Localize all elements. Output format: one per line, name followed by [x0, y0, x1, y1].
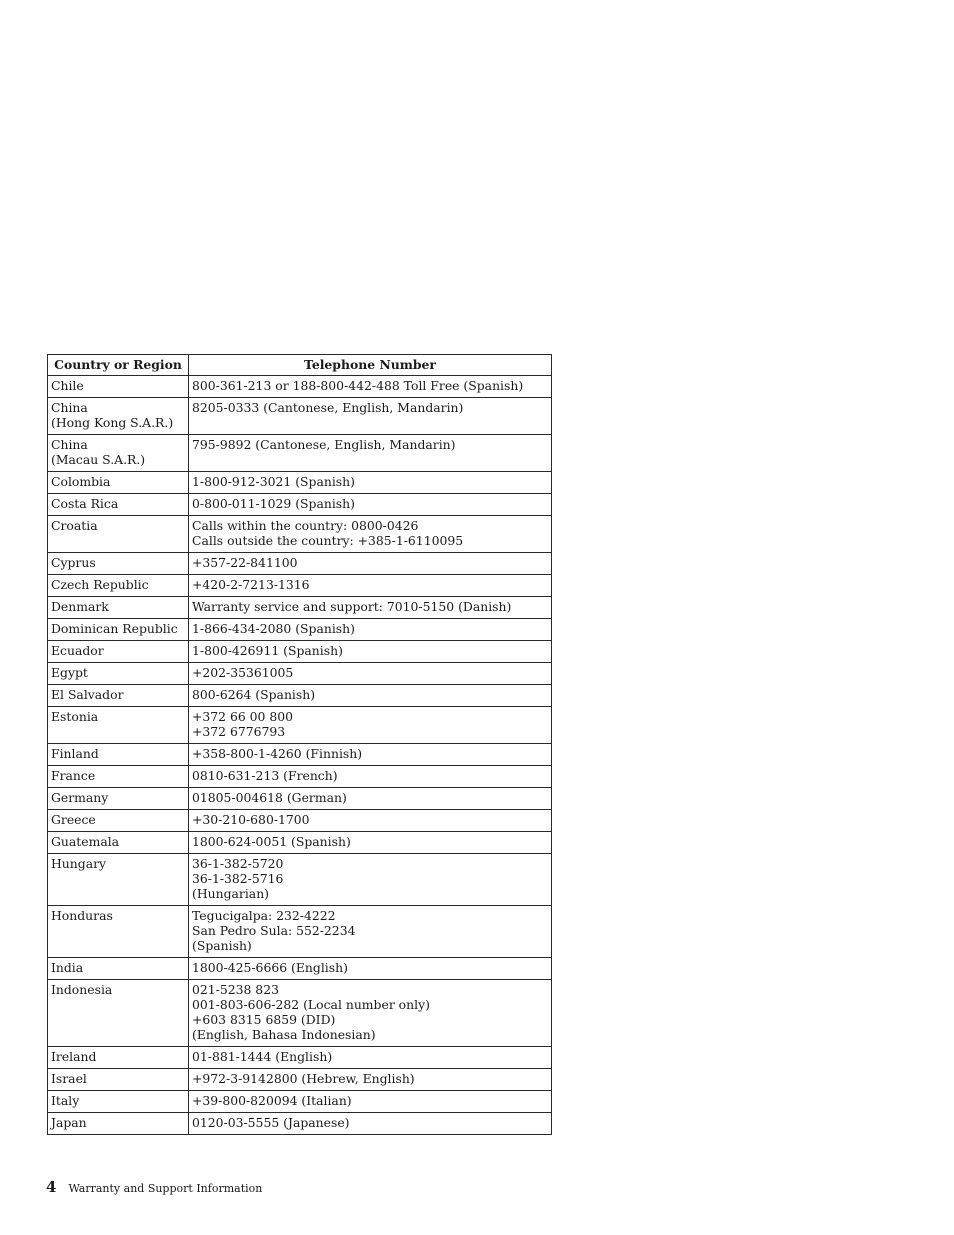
table-row — [48, 1113, 552, 1135]
telephone-cell — [189, 906, 552, 958]
country-cell-line: Israel — [51, 1071, 87, 1086]
column-header-country: Country or Region — [48, 355, 189, 376]
telephone-cell-line: +972-3-9142800 (Hebrew, English) — [192, 1071, 415, 1086]
country-cell — [48, 494, 189, 516]
country-cell-line: Indonesia — [51, 982, 113, 997]
telephone-cell — [189, 398, 552, 435]
table-row — [48, 1069, 552, 1091]
telephone-cell-line: 01805-004618 (German) — [192, 790, 347, 805]
country-cell — [48, 663, 189, 685]
telephone-cell-line: San Pedro Sula: 552-2234 — [192, 923, 356, 938]
country-cell-line: China — [51, 437, 88, 452]
telephone-cell-line: 1-866-434-2080 (Spanish) — [192, 621, 355, 636]
country-cell — [48, 575, 189, 597]
telephone-cell — [189, 685, 552, 707]
telephone-cell — [189, 641, 552, 663]
table-row — [48, 575, 552, 597]
table-row — [48, 663, 552, 685]
telephone-cell — [189, 854, 552, 906]
country-cell-line: Greece — [51, 812, 96, 827]
country-cell-line: Colombia — [51, 474, 111, 489]
telephone-cell-line: Calls within the country: 0800-0426 — [192, 518, 419, 533]
country-cell — [48, 832, 189, 854]
country-cell-line: Cyprus — [51, 555, 96, 570]
country-cell-line: China — [51, 400, 88, 415]
country-cell — [48, 707, 189, 744]
table-row — [48, 1047, 552, 1069]
country-cell — [48, 619, 189, 641]
country-cell — [48, 980, 189, 1047]
telephone-cell — [189, 810, 552, 832]
telephone-cell-line: 0810-631-213 (French) — [192, 768, 338, 783]
telephone-cell-line: +420-2-7213-1316 — [192, 577, 310, 592]
page-footer — [46, 1178, 262, 1196]
country-cell — [48, 906, 189, 958]
telephone-cell — [189, 575, 552, 597]
telephone-cell-line: +202-35361005 — [192, 665, 294, 680]
table-row — [48, 641, 552, 663]
telephone-cell-line: (Hungarian) — [192, 886, 270, 901]
telephone-cell-line: 01-881-1444 (English) — [192, 1049, 333, 1064]
country-cell — [48, 472, 189, 494]
telephone-cell-line: 1-800-912-3021 (Spanish) — [192, 474, 355, 489]
table-row — [48, 906, 552, 958]
country-cell — [48, 1091, 189, 1113]
telephone-cell — [189, 958, 552, 980]
telephone-cell-line: +372 6776793 — [192, 724, 286, 739]
telephone-cell — [189, 597, 552, 619]
country-cell — [48, 810, 189, 832]
table-row — [48, 854, 552, 906]
table-row — [48, 472, 552, 494]
telephone-cell-line: +372 66 00 800 — [192, 709, 294, 724]
country-cell-line: Ecuador — [51, 643, 104, 658]
country-cell-line: Chile — [51, 378, 84, 393]
telephone-cell — [189, 766, 552, 788]
country-cell-line: Ireland — [51, 1049, 97, 1064]
telephone-cell-line: 36-1-382-5720 — [192, 856, 284, 871]
telephone-cell — [189, 832, 552, 854]
country-cell-line: Denmark — [51, 599, 109, 614]
country-cell-line: Czech Republic — [51, 577, 149, 592]
country-cell — [48, 854, 189, 906]
country-cell-line: Hungary — [51, 856, 107, 871]
telephone-cell — [189, 980, 552, 1047]
telephone-cell-line: 1800-425-6666 (English) — [192, 960, 348, 975]
country-cell — [48, 1047, 189, 1069]
telephone-cell — [189, 472, 552, 494]
telephone-cell-line: 0-800-011-1029 (Spanish) — [192, 496, 355, 511]
telephone-cell-line: Tegucigalpa: 232-4222 — [192, 908, 336, 923]
telephone-cell-line: 8205-0333 (Cantonese, English, Mandarin) — [192, 400, 464, 415]
table-row — [48, 832, 552, 854]
country-cell-line: Egypt — [51, 665, 88, 680]
table-row — [48, 744, 552, 766]
telephone-cell — [189, 619, 552, 641]
country-cell-line: India — [51, 960, 84, 975]
country-cell — [48, 641, 189, 663]
telephone-cell — [189, 376, 552, 398]
telephone-cell — [189, 744, 552, 766]
telephone-cell — [189, 553, 552, 575]
telephone-cell — [189, 435, 552, 472]
telephone-cell-line: Warranty service and support: 7010-5150 (Danish) — [192, 599, 512, 614]
country-cell — [48, 376, 189, 398]
telephone-cell-line: 0120-03-5555 (Japanese) — [192, 1115, 350, 1130]
table-header-row — [48, 355, 552, 376]
footer-title: Warranty and Support Information — [68, 1182, 263, 1195]
country-cell — [48, 553, 189, 575]
telephone-cell-line: +39-800-820094 (Italian) — [192, 1093, 352, 1108]
telephone-cell-line: +603 8315 6859 (DID) — [192, 1012, 336, 1027]
country-cell-line: Estonia — [51, 709, 99, 724]
table-row — [48, 398, 552, 435]
table-row — [48, 788, 552, 810]
country-cell-line: El Salvador — [51, 687, 124, 702]
country-cell — [48, 958, 189, 980]
table-row — [48, 707, 552, 744]
telephone-cell-line: 001-803-606-282 (Local number only) — [192, 997, 430, 1012]
country-cell — [48, 766, 189, 788]
country-cell — [48, 516, 189, 553]
country-cell — [48, 788, 189, 810]
telephone-cell — [189, 707, 552, 744]
table-row — [48, 766, 552, 788]
telephone-cell-line: +358-800-1-4260 (Finnish) — [192, 746, 363, 761]
telephone-cell — [189, 788, 552, 810]
table-row — [48, 597, 552, 619]
country-cell-line: Finland — [51, 746, 99, 761]
telephone-cell — [189, 1047, 552, 1069]
telephone-cell-line: (English, Bahasa Indonesian) — [192, 1027, 376, 1042]
country-cell-line: Japan — [51, 1115, 87, 1130]
telephone-cell — [189, 516, 552, 553]
telephone-cell-line: 1-800-426911 (Spanish) — [192, 643, 343, 658]
telephone-cell-line: +357-22-841100 — [192, 555, 298, 570]
table-body — [48, 376, 552, 1135]
country-cell-line: Croatia — [51, 518, 98, 533]
telephone-cell-line: (Spanish) — [192, 938, 252, 953]
country-cell-line: Costa Rica — [51, 496, 119, 511]
country-cell — [48, 685, 189, 707]
column-header-telephone: Telephone Number — [189, 355, 552, 376]
country-cell — [48, 744, 189, 766]
telephone-cell — [189, 494, 552, 516]
telephone-cell-line: 800-6264 (Spanish) — [192, 687, 316, 702]
table-row — [48, 619, 552, 641]
table-row — [48, 958, 552, 980]
table-row — [48, 980, 552, 1047]
country-cell-line: Germany — [51, 790, 109, 805]
table-row — [48, 685, 552, 707]
table-row — [48, 516, 552, 553]
page-number: 4 — [46, 1178, 57, 1196]
country-cell-line: (Macau S.A.R.) — [51, 452, 146, 467]
telephone-cell-line: 800-361-213 or 188-800-442-488 Toll Free (Spanish) — [192, 378, 524, 393]
country-cell — [48, 1113, 189, 1135]
telephone-cell-line: 795-9892 (Cantonese, English, Mandarin) — [192, 437, 456, 452]
country-cell-line: France — [51, 768, 96, 783]
table-row — [48, 494, 552, 516]
table-row — [48, 1091, 552, 1113]
telephone-cell-line: 021-5238 823 — [192, 982, 279, 997]
telephone-cell-line: 36-1-382-5716 — [192, 871, 284, 886]
telephone-cell — [189, 1113, 552, 1135]
country-cell — [48, 1069, 189, 1091]
telephone-cell — [189, 1091, 552, 1113]
table-row — [48, 376, 552, 398]
country-cell-line: Guatemala — [51, 834, 120, 849]
country-cell — [48, 398, 189, 435]
country-cell-line: Honduras — [51, 908, 113, 923]
table-row — [48, 553, 552, 575]
telephone-cell-line: +30-210-680-1700 — [192, 812, 310, 827]
telephone-support-table — [47, 354, 552, 1135]
telephone-cell — [189, 1069, 552, 1091]
telephone-cell-line: Calls outside the country: +385-1-6110095 — [192, 533, 464, 548]
country-cell-line: Dominican Republic — [51, 621, 178, 636]
country-cell — [48, 435, 189, 472]
telephone-cell-line: 1800-624-0051 (Spanish) — [192, 834, 351, 849]
table-row — [48, 810, 552, 832]
table-row — [48, 435, 552, 472]
country-cell-line: Italy — [51, 1093, 80, 1108]
country-cell-line: (Hong Kong S.A.R.) — [51, 415, 174, 430]
country-cell — [48, 597, 189, 619]
telephone-cell — [189, 663, 552, 685]
